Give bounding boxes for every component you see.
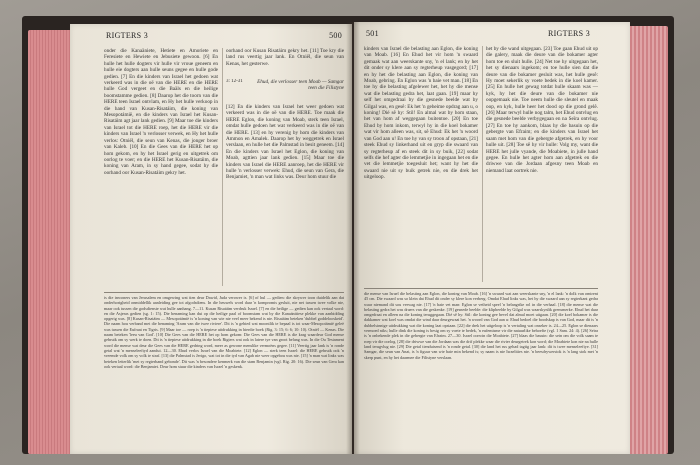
right-running-head: RIGTERS 3	[547, 29, 590, 38]
left-column-2: [12] En die kinders van Israel het weer gedoen wat verkeerd was in die oë van die HERE. Toe maak die HERE Eglon, die koning van Moab, sterk teen Israel, omdat hulle gedoen het wat verkeerd was in die oë van die HERE. [13] en hy verenig by hom die kinders van Ammon en Amalek. Daarop het hy weggetrek en Israel verslaan, en hulle het die Palmstad in besit geneem. [14] En die kinders van Israel het Eglon, die koning van Moab, agttien jaar lank gedien. [15] Maar toe die kinders van Israel die HERE aanroep, het die HERE vir hulle 'n verlosser verwek: Ehud, die seun van Gera, die Benjamiet, 'n man wat links was. Deur hom stuur die	[226, 104, 344, 181]
open-bible	[22, 10, 674, 454]
footnote-rule	[104, 292, 344, 293]
right-footnotes: die mense van Israel die belasting aan Eglon, die koning van Moab. [16] 'n swaard wat aan weerskante sny, 'n el lank: 'n dolk van omtrent 45 cm. Die swaard was so klein dat Ehud dit onder sy klere kon verberg. Omdat Ehud links was, het hy die swaard aan sy regterkant gedra waar niemand dit sou verwag nie. [17] 'n baie vet man: Eglon se vetheid speel 'n belangrike rol in die verhaal. [18] die mense wat die belasting gedra het was draers van die geskenke. [19] gesnede beelde: die klipbeelde by Gilgal was waarskynlik grensmerke. Ehud het daar omgedraai en alleen na die koning teruggegaan. Dié sê hy: Stil: die koning gee bevel dat almal moet uitgaan. [20] die koel bokamer is die dakkamer wat koel was omdat die wind daar deurgewaai het. 'n woord van God aan u: Ehud bedoel die boodskap is van God, maar dit is 'n dubbelsinnige uitdrukking wat die koning laat opstaan. [22] die drek het uitgeloop is 'n vertaling wat onseker is. 24—25. Eglon se dienaars vermoed niks; hulle dink die koning is besig om sy voete te bedek, 'n eufemisme vir die natuurlike behoefte (vgl. 1 Sam. 24: 4). [26] Seïra is 'n onbekende plek in die gebergte van Efraim. 27—30. Israel oorwin die Moabiete. [27] blaas die basuin: die sein om die volk saam te roep vir die oorlog. [28] die driwwe van die Jordaan was die drif plekke waar die rivier deurgetrek kon word; die Moabiete kon nie na hulle land terugvlug nie. [29] Die getal tienduisend is 'n ronde getal. [30] die land het rus gehad tagtig jaar lank: dit is twee menseleeftye. [31] Samgar, die seun van Anat, is 'n figuur van wie baie min bekend is; sy naam is nie Israelities nie. 'n beesdrywerstok is 'n lang stok met 'n skerp punt, en hy het daarmee die Filistyne verslaan.	[364, 291, 598, 360]
right-column-1: kinders van Israel die belasting aan Eglon, die koning van Moab. [16] En Ehud het vir hom 'n swaard gemaak wat aan weerskante sny, 'n el lank; en hy het dit onder sy klere aan sy regterheup vasgegord; [17] en hy het die belasting aan Eglon, die koning van Moab, gebring. En Eglon was 'n baie vet man. [18] En toe hy die belasting afgelewer het, het hy die mense wat die belasting gedra het, laat gaan. [19] maar hy self het omgedraai by die gesnede beelde wat by Gilgal was, en gesê: Ek het 'n geheime opdrag aan u, o koning! Dié sê hy: Stil! En almal wat by hom staan, het van hom af weggegaan buitentoe. [20] En toe Ehud by hom inkom, terwyl hy in die koel bokamer wat vir hom alleen was, sit, sê Ehud: Ek het 'n woord van God aan u! En toe hy van sy troon af opstaan, [21] steek Ehud sy linkerhand uit en gryp die swaard van sy regterheup af en steek dit in sy buik, [22] sodat selfs die hef agter die lemmetjie in ingegaan het en die vet die lemmetjie toegesluit het; want hy het die swaard nie uit sy buik getrek nie, en die drek het uitgeloop.	[364, 46, 478, 181]
column-rule	[222, 48, 223, 286]
left-page	[70, 24, 352, 454]
right-page	[354, 22, 630, 454]
left-column-1: onder die Kanaäniete, Hetiete en Amoriete en Feresiete en Hewiete en Jebusiete gewoon. [6] En hulle het hulle dogters vir hulle vir vroue geneem en hulle eie dogters aan hulle seuns gegee en hulle gode gedien. [7] En die kinders van Israel het gedoen wat verkeerd was in die oë van die HERE en die HERE hulle God vergeet en die Baäls en die heilige boomstamme gedien. [8] Daarop het die toorn van die HERE teen Israel ontvlam, en Hy het hulle verkoop in die hand van Kusan-Risatáim, die koning van Mesopotámië, en die kinders van Israel het Kusan-Risatáim agt jaar lank gedien. [9] Maar toe die kinders van Israel tot die HERE roep, het die HERE vir die kinders van Israel 'n verlosser verwek, en Hy het hulle verlos: Otniël, die seun van Kenas, die jonger broer van Kaleb. [10] En die Gees van die HERE het op hom gekom, en hy het Israel gerig en uitgetrek om oorlog te voer; en die HERE het Kusan-Risatáim, die koning van Aram, in sy hand gegee, sodat hy die oorhand oor Kusan-Risatáim gekry het.	[104, 48, 218, 176]
section-heading: Ehud, die verlosser teen Moab — Samgar teen die Filistyne	[257, 79, 344, 92]
left-page-number: 500	[329, 31, 342, 40]
book-gutter	[346, 22, 360, 454]
right-page-edges	[626, 26, 668, 454]
left-column-2-top: oorhand oor Kusan Risatáim gekry het. [11] Toe kry die land rus veertig jaar lank. En Otniël, die seun van Kenas, het gesterwe.	[226, 48, 344, 67]
section-reference: 3: 12-31	[226, 79, 243, 84]
right-page-number: 501	[366, 29, 379, 38]
left-running-head: RIGTERS 3	[106, 31, 149, 40]
left-page-edges	[28, 30, 70, 454]
footnote-rule-right	[364, 288, 598, 289]
column-rule-right	[482, 46, 483, 282]
left-footnotes: is die inwoners van Jerusalem en omgewing wat tien deur Dawid, Juda verower is. [6] of hul — gedien: die skrywer toon duidelik aan dat onderhorigheid onmiddellik aanleiding gee tot afgodsdiens. In die heuwels word daar 'n kompromis gesluit, nie net tussen twee volke nie, maar ook tussen die godsdienste wat hulle aanhang. 7—11. Kusan Risatáim verdruk Israel. [7] en die heilige — gedien kan ook vertaal word: en die Asjeras gedien (sg. 1: 15). Die benaming kan dui op die heilige paal of boomstam wat by die Kanaänitiese plekke van aanbidding opgerig was. [8] Kusan-Risatáim — Mesopotámië is 'n koning van wie nie veel meer bekend is nie. Risatáim beteken 'dubbel goddelooskeid'. Die naam hou verband met die benaming 'Aram van die twee riviere'. Dit is 'n gebied wat moontlik te bepaal is tot waar-Mesopotámië geleë was tussen die Eufraat en Tigris. [9] Maar toe — roep is 'n tiepiese uitdrukking in hierdie boek (Rig. 3: 15; 6: 6; 10: 10). Otniël — Kenas. Die naam beteken 'leeu van God'. [10] Die Gees van die HERE het op hom gekom: Die Gees van die HERE is die krag waardeur God mense gebruik om sy werk te doen. Dit is 'n tiepiese uitdrukking in die boek Rigters wat ook in latere tye van groot belang was. In die Ou Testament word die mense wat deur die Gees van die HERE gedring word, meer as gewone menslike vermoëns gegee. [11] Veertig jaar lank is 'n ronde getal wat 'n menseleeftyd aandui. 12—30. Ehud verlos Israel van die Moabiete. [12] Eglon — sterk teen Israel: die HERE gebruik ook 'n vreemde volk om sy volk te straf. [13] die Palmstad is Jerigo, wat tot in die tyd van Agab nie weer opgebou was nie. [15] 'n man wat links was beteken letterlik 'met sy regterhand gebonde'. Dit was 'n besondere kenmerk van die stam Benjamin (vgl. Rig. 20: 16). Die seun van Gera kan ook vertaal word: die Benjamiet. Deur hom stuur die kinders van Israel 'n geskenk.	[104, 295, 344, 369]
right-column-2: het by die wand uitgegaan. [23] Toe gaan Ehud uit op die galery, maak die deure van die bokamer agter hom toe en sluit hulle. [24] Net toe hy uitgegaan het, het sy dienaars ingekom; en toe hulle sien dat die deure van die bokamer gesluit was, het hulle gesê: Hy moet sekerlik sy voete bedek in die koel kamer. [25] En hulle het gewag totdat hulle skaam was — kyk, hy het die deure van die bokamer nie oopgemaak nie. Toe neem hulle die sleutel en maak oop, en kyk, hulle heer het dood op die grond gelê. [26] Maar terwyl hulle nog talm, het Ehud ontvlug en die gesnede beelde verbygegaan en na Seïra ontvlug. [27] En toe hy aankom, blaas hy die basuin op die gebergte van Efraim; en die kinders van Israel het saam met hom van die gebergte afgetrek, en hy voor hulle uit. [28] Toe sê hy vir hulle: Volg my, want die HERE het julle vyande, die Moabiete, in julle hand gegee. En hulle het agter hom aan afgetrek en die driwwe van die Jordaan afgesny teen Moab en niemand laat oortrek nie.	[486, 46, 598, 174]
